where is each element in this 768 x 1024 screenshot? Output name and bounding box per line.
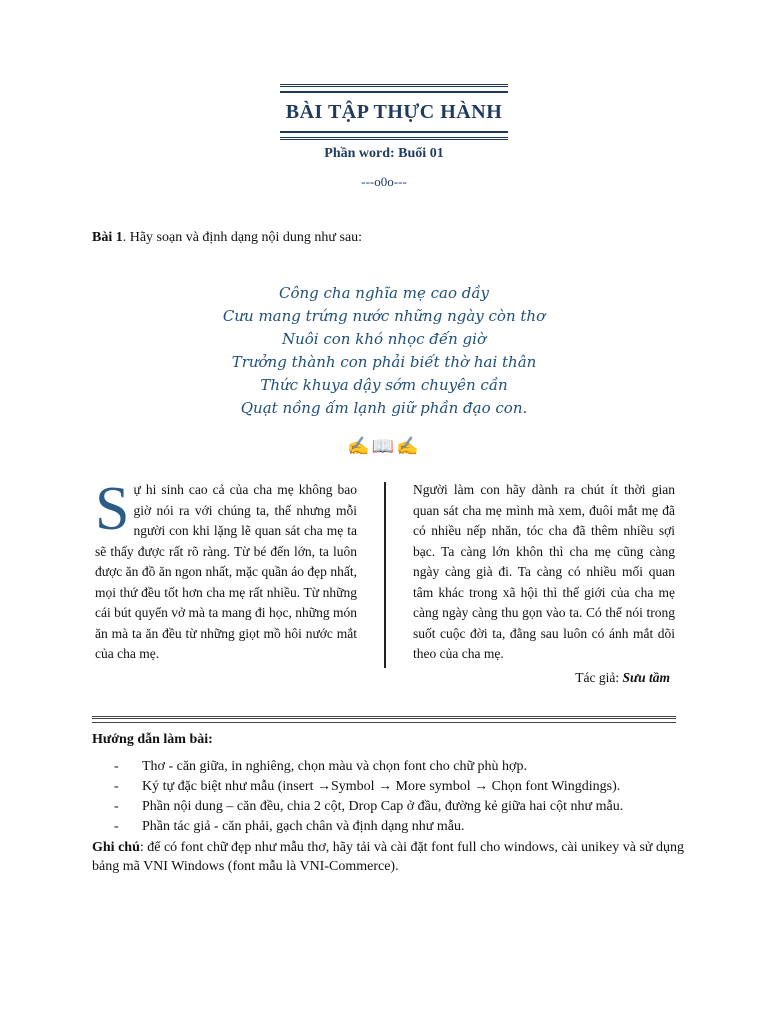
poem-line: Nuôi con khó nhọc đến giờ xyxy=(281,330,486,348)
list-item xyxy=(92,797,692,817)
title-box xyxy=(280,84,508,140)
note-paragraph xyxy=(92,838,688,876)
pen-book-ornament-icon: ✍📖✍ xyxy=(347,436,421,456)
poem-line: Công cha nghĩa mẹ cao dầy xyxy=(278,284,490,302)
title-separator: ---o0o--- xyxy=(361,174,407,189)
drop-cap: S xyxy=(95,475,130,543)
exercise-label: Bài 1 xyxy=(92,230,123,245)
page-title: BÀI TẬP THỰC HÀNH xyxy=(285,100,503,123)
list-item-text: Ký tự đặc biệt như mẫu (insert →Symbol → More symbol → Chọn font Wingdings). xyxy=(142,779,621,794)
exercise-instruction xyxy=(92,230,362,246)
list-item-text: Thơ - căn giữa, in nghiêng, chọn màu và chọn font cho chữ phù hợp. xyxy=(142,759,527,774)
guide-heading: Hướng dẫn làm bài: xyxy=(92,732,213,747)
author-name: Sưu tầm xyxy=(622,670,670,685)
article-left-text: ự hi sinh cao cả của cha mẹ không bao giờ nói ra với chúng ta, thế nhưng mỗi người con khi lặng lẽ quan sát cha mẹ ta sẽ thấy được rất rõ ràng. Từ bé đến lớn, ta luôn được ăn đồ ăn ngon nhất, mặc quần áo đẹp nhất, mọi thứ đều tốt hơn cha mẹ rất nhiều. Từ những cái bút quyển vở mà ta mang đi học, những món ăn mà ta ăn đều từ những giọt mồ hôi nước mắt của cha mẹ. xyxy=(95,482,357,661)
poem-line: Cưu mang trứng nước những ngày còn thơ xyxy=(222,307,546,325)
list-item xyxy=(92,777,692,797)
guide-list xyxy=(92,757,692,837)
poem-line: Quạt nồng ấm lạnh giữ phần đạo con. xyxy=(240,399,528,417)
author-label: Tác giả: xyxy=(575,670,623,685)
column-divider xyxy=(384,482,386,668)
list-item-text: Phần nội dung – căn đều, chia 2 cột, Drop Cap ở đầu, đường kẻ giữa hai cột như mẫu. xyxy=(142,799,624,814)
poem xyxy=(92,282,676,420)
article-right-column xyxy=(413,480,675,665)
list-item xyxy=(92,817,692,837)
note-text: : để có font chữ đẹp như mẫu thơ, hãy tải và cài đặt font full cho windows, cài unikey và sử dụng bảng mã VNI Windows (font mẫu là VNI-Commerce). xyxy=(92,840,685,874)
section-divider xyxy=(92,716,676,719)
poem-line: Thức khuya dậy sớm chuyên cần xyxy=(260,376,508,394)
poem-line: Trưởng thành con phải biết thờ hai thân xyxy=(231,353,537,371)
exercise-text: . Hãy soạn và định dạng nội dung như sau: xyxy=(122,230,363,245)
note-label: Ghi chú xyxy=(92,840,140,855)
list-item xyxy=(92,757,692,777)
author-line xyxy=(430,670,670,686)
article-left-column xyxy=(95,475,357,665)
article-right-text: Người làm con hãy dành ra chút ít thời gian quan sát cha mẹ mình mà xem, đuôi mắt mẹ đã có nhiều nếp nhăn, tóc cha đã thêm nhiều sợi bạc. Ta càng lớn khôn thì cha mẹ cũng càng ngày càng già đi. Ta càng có nhiều mối quan tâm khác trong xã hội thì thế giới của cha mẹ càng ngày càng thu gọn vào ta. Có thể nói trong suốt cuộc đời ta, đằng sau luôn có ánh mắt dõi theo của cha mẹ. xyxy=(413,482,675,661)
list-item-text: Phần tác giả - căn phải, gạch chân và định dạng như mẫu. xyxy=(142,819,465,834)
page-subtitle: Phần word: Buổi 01 xyxy=(324,146,444,161)
